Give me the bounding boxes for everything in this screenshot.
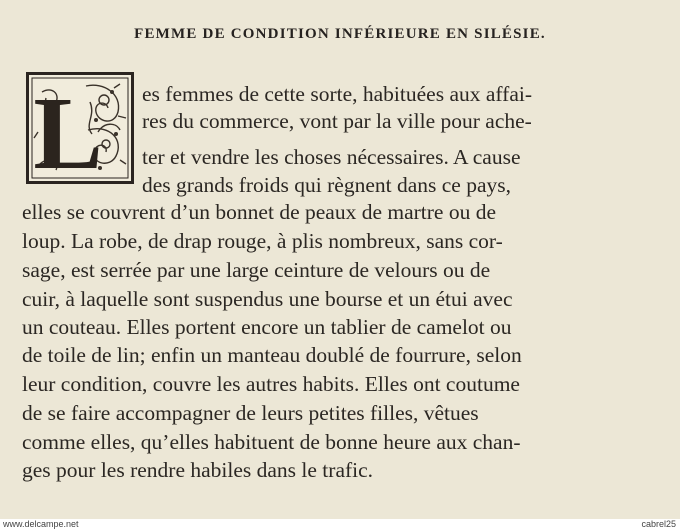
watermark-seller: cabrel25 bbox=[641, 519, 676, 529]
text-line: res du commerce, vont par la ville pour ache- bbox=[142, 109, 532, 133]
text-line: ter et vendre les choses nécessaires. A cause bbox=[142, 145, 521, 169]
text-line: loup. La robe, de drap rouge, à plis nombreux, sans cor- bbox=[22, 229, 503, 253]
text-line: sage, est serrée par une large ceinture de velours ou de bbox=[22, 258, 491, 282]
text-line: es femmes de cette sorte, habituées aux affai- bbox=[142, 82, 533, 106]
text-line: de toile de lin; enfin un manteau doublé de fourrure, selon bbox=[22, 343, 522, 367]
text-line: de se faire accompagner de leurs petites filles, vêtues bbox=[22, 401, 479, 425]
watermark-site: www.delcampe.net bbox=[3, 519, 79, 529]
text-line: des grands froids qui règnent dans ce pays, bbox=[142, 173, 511, 197]
text-line: comme elles, qu’elles habituent de bonne heure aux chan- bbox=[22, 430, 521, 454]
drop-cap-letter: L bbox=[33, 76, 103, 184]
text-line: ges pour les rendre habiles dans le trafic. bbox=[22, 458, 374, 482]
text-line: cuir, à laquelle sont suspendus une bourse et un étui avec bbox=[22, 287, 513, 311]
text-line: leur condition, couvre les autres habits. Elles ont coutume bbox=[22, 372, 520, 396]
ornamental-drop-cap bbox=[26, 72, 134, 184]
text-line: elles se couvrent d’un bonnet de peaux de martre ou de bbox=[22, 200, 497, 224]
watermark-strip bbox=[0, 519, 680, 531]
text-line: un couteau. Elles portent encore un tablier de camelot ou bbox=[22, 315, 512, 339]
page-title: FEMME DE CONDITION INFÉRIEURE EN SILÉSIE. bbox=[134, 26, 546, 42]
